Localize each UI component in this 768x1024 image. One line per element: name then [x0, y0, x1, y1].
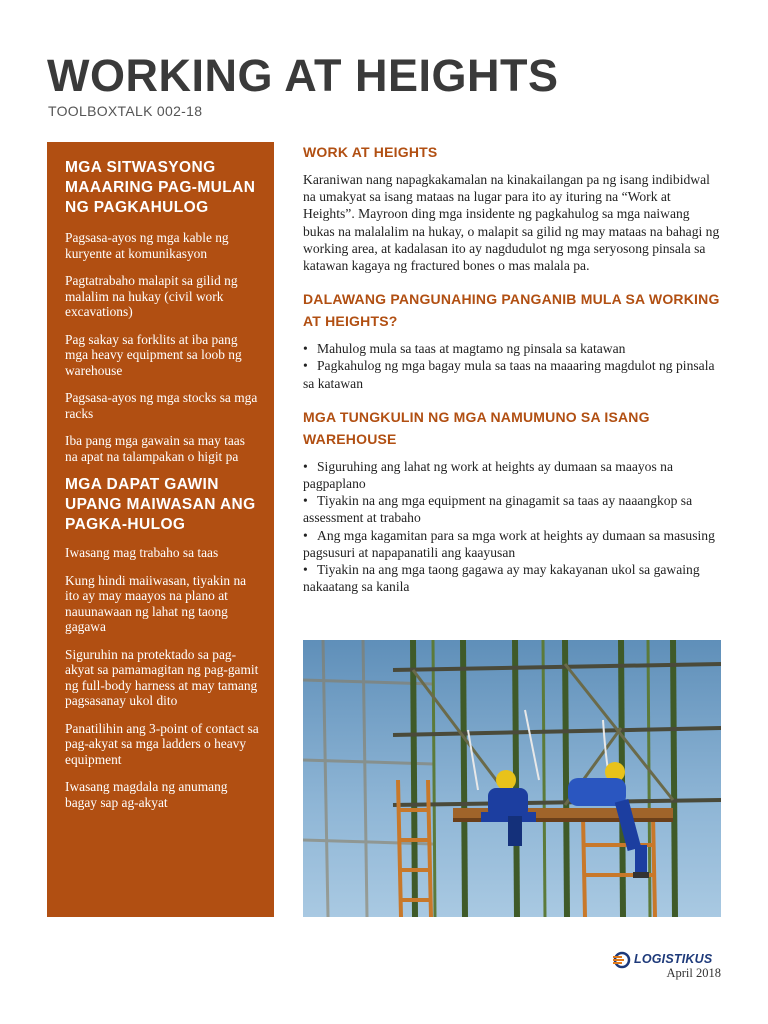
logistikus-logo-icon — [612, 951, 632, 969]
page-title: WORKING AT HEIGHTS — [47, 50, 559, 101]
list-item: Siguruhin na protektado sa pag-akyat sa pamamagitan ng pag-gamit ng full-body harness at may tamang pagsasanay ukol dito — [65, 646, 259, 708]
sidebar-heading-prevention: MGA DAPAT GAWIN UPANG MAIWASAN ANG PAGKA-HULOG — [65, 476, 256, 533]
bullet-icon: • — [303, 527, 308, 543]
list-item: Pagtatrabaho malapit sa gilid ng malalim na hukay (civil work excavations) — [65, 273, 238, 319]
hazards-list — [303, 340, 723, 392]
bullet-icon: • — [303, 341, 308, 357]
issue-date: April 2018 — [666, 966, 721, 980]
sidebar-heading-situations: MGA SITWASYONG MAAARING PAG-MULAN NG PAGKAHULOG — [65, 159, 256, 216]
scaffolding-workers-photo — [303, 640, 721, 917]
section-paragraph: Karaniwan nang napagkakamalan na kinakailangan pa ng isang indibidwal na umakyat sa isang mataas na lugar para ito ay ituring na “Work at Heights”. Mayroon ding mga insidente ng pagkahulog sa mga naiwang bukas na malalalim na hukay, o malapit sa gilid ng may mataas na bahagi ng working area, at kadalasan ito ay nagdudulot ng mga seryosong pinsala sa katawan kagaya ng fractured bones o mas malala pa. — [303, 172, 720, 274]
situations-list — [65, 230, 260, 464]
list-item: • Mahulog mula sa taas at magtamo ng pinsala sa katawan — [303, 341, 626, 357]
bullet-icon: • — [303, 562, 308, 578]
list-item: • Pagkahulog ng mga bagay mula sa taas na maaaring magdulot ng pinsala sa katawan — [303, 358, 715, 391]
prevention-list — [65, 545, 260, 810]
responsibilities-list — [303, 458, 723, 596]
page-subtitle: TOOLBOXTALK 002-18 — [48, 103, 203, 119]
list-item: • Siguruhing ang lahat ng work at heights ay dumaan sa maayos na pagpaplano — [303, 458, 673, 492]
list-item: Panatilihin ang 3-point of contact sa pag-akyat sa mga ladders o heavy equipment — [65, 720, 259, 767]
logo-text: LOGISTIKUS — [634, 952, 713, 966]
list-item: Kung hindi maiiwasan, tiyakin na ito ay may maayos na plano at nauunawaan ng lahat ng taong gagawa — [65, 572, 247, 634]
list-item: • Tiyakin na ang mga taong gagawa ay may kakayanan ukol sa gawaing nakaatang sa kanila — [303, 562, 700, 595]
section-heading-work-at-heights: WORK AT HEIGHTS — [303, 144, 438, 160]
section-heading-responsibilities: MGA TUNGKULIN NG MGA NAMUMUNO SA ISANG WAREHOUSE — [303, 408, 650, 447]
bullet-icon: • — [303, 358, 308, 374]
list-item: Iba pang mga gawain sa may taas na apat na talampakan o higit pa — [65, 433, 245, 464]
list-item: • Ang mga kagamitan para sa mga work at heights ay dumaan sa masusing pagsusuri at napapanatili ang kaayusan — [303, 527, 715, 560]
sidebar-panel — [47, 142, 274, 917]
bullet-icon: • — [303, 493, 308, 509]
list-item: Pagsasa-ayos ng mga kable ng kuryente at komunikasyon — [65, 230, 229, 261]
main-content — [303, 141, 723, 595]
section-heading-hazards: DALAWANG PANGUNAHING PANGANIB MULA SA WORKING AT HEIGHTS? — [303, 291, 720, 330]
list-item: Iwasang mag trabaho sa taas — [65, 545, 219, 560]
list-item: Pagsasa-ayos ng mga stocks sa mga racks — [65, 390, 258, 421]
list-item: Pag sakay sa forklits at iba pang mga heavy equipment sa loob ng warehouse — [65, 331, 242, 378]
list-item: Iwasang magdala ng anumang bagay sap ag-akyat — [65, 779, 228, 810]
bullet-icon: • — [303, 458, 308, 474]
list-item: • Tiyakin na ang mga equipment na ginagamit sa taas ay naaangkop sa assessment at trabaho — [303, 493, 693, 526]
